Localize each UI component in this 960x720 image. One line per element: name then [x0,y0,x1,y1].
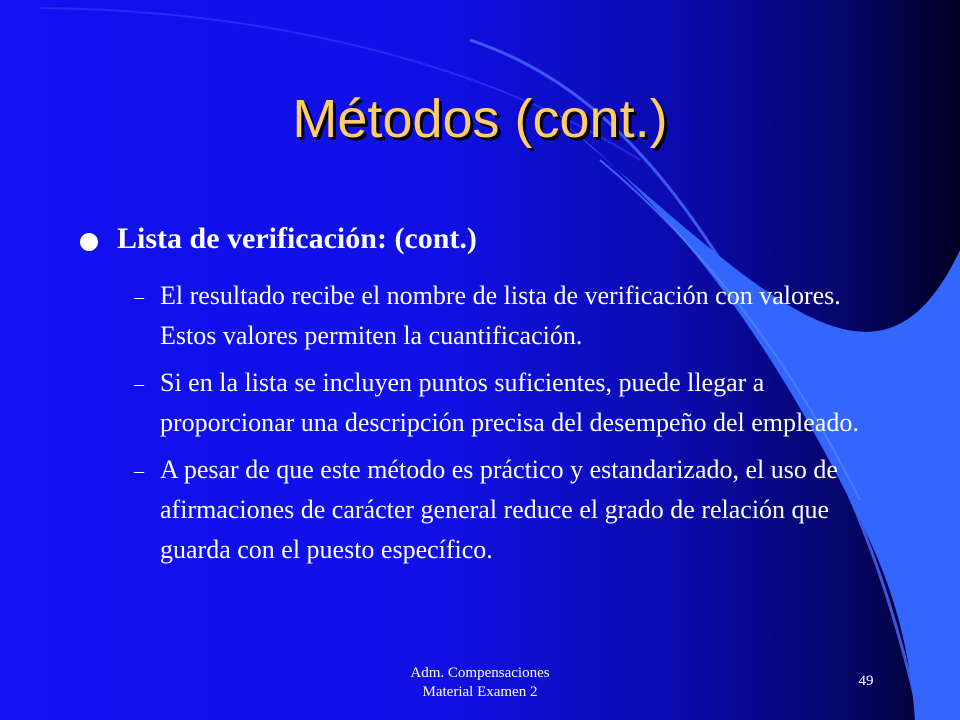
footer-line-course: Adm. Compensaciones [410,665,550,681]
dash-icon: – [134,286,144,308]
footer-line-material: Material Examen 2 [422,684,538,700]
main-bullet [80,214,870,264]
slide-content [80,214,870,577]
slide-title: Métodos (cont.) [292,89,668,149]
sub-bullet-text: A pesar de que este método es práctico y estandarizado, el uso de afirmaciones de carácter general reduce el grado de relación que guarda con el puesto específico. [160,455,838,564]
sub-bullet-item [134,450,870,570]
sub-bullet-text: El resultado recibe el nombre de lista de verificación con valores. Estos valores permiten la cuantificación. [160,281,841,350]
sub-bullet-list [134,276,870,570]
sub-bullet-text: Si en la lista se incluyen puntos suficientes, puede llegar a proporcionar una descripción precisa del desempeño del empleado. [160,368,859,437]
sub-bullet-item [134,276,870,356]
dash-icon: – [134,373,144,395]
dash-icon: – [134,460,144,482]
page-number: 49 [858,673,874,689]
bullet-dot-icon [80,233,98,251]
sub-bullet-item [134,363,870,443]
footer-text [330,664,630,702]
main-bullet-text: Lista de verificación: (cont.) [117,222,477,255]
